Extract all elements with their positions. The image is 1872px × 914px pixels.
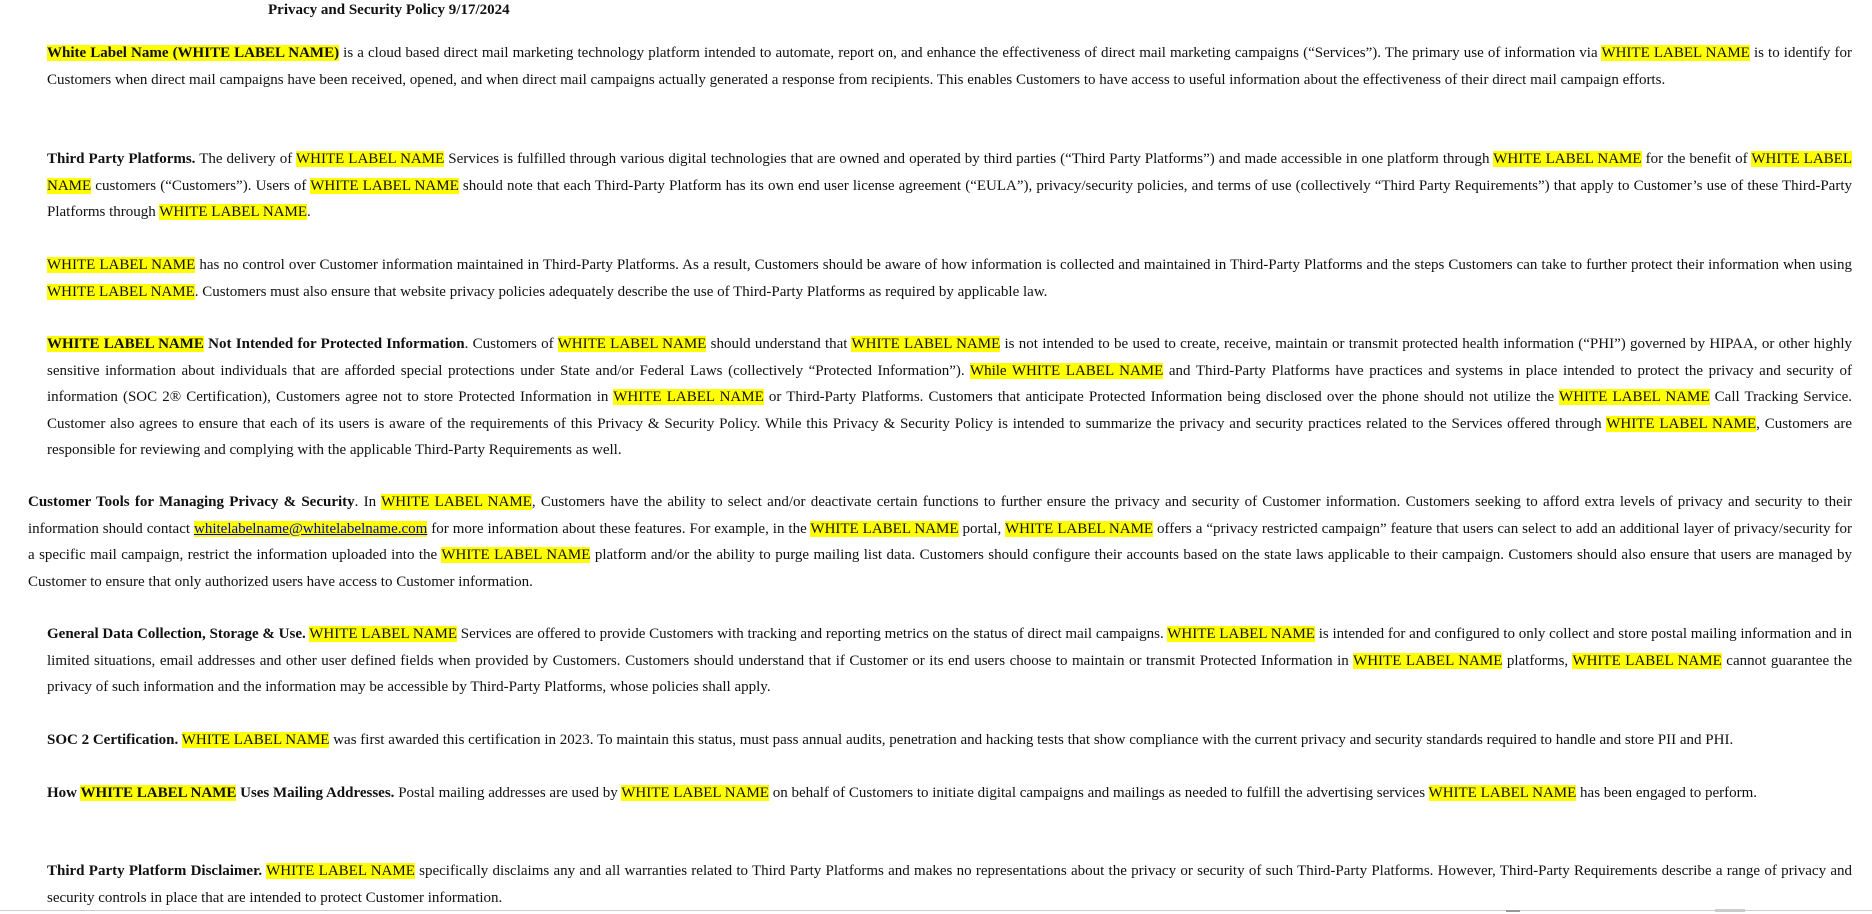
lead-heading: Customer Tools for Managing Privacy & Security bbox=[28, 494, 355, 510]
highlight: WHITE LABEL NAME bbox=[441, 547, 591, 563]
highlight: WHITE LABEL NAME bbox=[1559, 389, 1710, 405]
highlight: WHITE LABEL NAME bbox=[1493, 151, 1642, 167]
highlight: WHITE LABEL NAME bbox=[1428, 785, 1577, 801]
lead-heading-highlight: WHITE LABEL NAME bbox=[47, 336, 204, 352]
highlight: WHITE LABEL NAME bbox=[47, 283, 195, 300]
page-bottom-rule bbox=[0, 910, 1872, 911]
paragraph-intro bbox=[47, 40, 1852, 93]
highlight: WHITE LABEL NAME bbox=[1004, 520, 1154, 537]
highlight: WHITE LABEL NAME bbox=[47, 257, 196, 273]
text: platforms, bbox=[1502, 652, 1573, 669]
text: customers (“Customers”). Users of bbox=[91, 177, 311, 194]
text: is not intended to be used to create, receive, maintain or transmit protected health information (“PHI”) governed by HIPAA, or other highly sensitive information about individuals that are afforded special protections under State and/or Federal Laws (collectively “Protected Information”). bbox=[47, 336, 1852, 379]
text: , Customers are responsible for reviewing and complying with the applicable Third-Party Requirements as well. bbox=[47, 415, 1853, 458]
text: for the benefit of bbox=[1641, 151, 1752, 167]
highlight: WHITE LABEL NAME bbox=[309, 626, 457, 642]
text: on behalf of Customers to initiate digital campaigns and mailings as needed to fulfill the advertising services bbox=[768, 785, 1429, 801]
text: specifically disclaims any and all warranties related to Third Party Platforms and makes no representations about the privacy or security of such Third-Party Platforms. However, Third-Party Requirements describe a range of privacy and security controls in place that are intended to protect Customer information. bbox=[47, 863, 1852, 906]
lead-heading: Third Party Platform Disclaimer. bbox=[47, 863, 263, 879]
lead-heading: General Data Collection, Storage & Use. bbox=[47, 626, 306, 642]
lead-heading-highlight: WHITE LABEL NAME bbox=[80, 785, 237, 801]
text: . bbox=[306, 204, 311, 220]
lead-heading: Uses Mailing Addresses. bbox=[236, 785, 395, 801]
text: , Customers have the ability to select and/or deactivate certain functions to further ensure the privacy and security of Customer information. Customers seeking to afford extra levels of privacy and security to their information should contact bbox=[28, 494, 1852, 537]
highlight: WHITE LABEL NAME bbox=[1601, 45, 1750, 61]
paragraph-data-collection bbox=[47, 621, 1852, 701]
paragraph-disclaimer bbox=[47, 858, 1852, 911]
highlight: WHITE LABEL NAME bbox=[810, 520, 959, 537]
highlight: WHITE LABEL NAME bbox=[47, 151, 1853, 194]
text: Postal mailing addresses are used by bbox=[394, 785, 622, 801]
highlight: WHITE LABEL NAME bbox=[1606, 415, 1757, 432]
highlight: WHITE LABEL NAME bbox=[1572, 652, 1722, 669]
text: Services are offered to provide Customers with tracking and reporting metrics on the status of direct mail campaigns. bbox=[457, 626, 1168, 642]
text: should note that each Third-Party Platform has its own end user license agreement (“EULA”), privacy/security policies, and terms of use (collectively “Third Party Requirements”) that apply to Customer’s use of these Third-Party Platforms through bbox=[47, 177, 1852, 220]
highlight: WHITE LABEL NAME bbox=[613, 389, 764, 405]
highlight: WHITE LABEL NAME bbox=[851, 336, 1001, 352]
highlight: While WHITE LABEL NAME bbox=[969, 362, 1164, 379]
text: . Customers of bbox=[464, 336, 558, 352]
text: was first awarded this certification in 2023. To maintain this status, must pass annual audits, penetration and hacking tests that show compliance with the current privacy and security standards required to handle and store PII and PHI. bbox=[329, 732, 1734, 748]
highlight: WHITE LABEL NAME bbox=[181, 732, 330, 748]
scroll-marker bbox=[1506, 910, 1520, 912]
text: cannot guarantee the privacy of such information and the information may be accessible by Third-Party Platforms, whose policies shall apply. bbox=[47, 652, 1852, 695]
paragraph-no-control bbox=[47, 252, 1852, 305]
text: should understand that bbox=[706, 336, 852, 352]
highlight: WHITE LABEL NAME bbox=[266, 863, 415, 879]
text: is a cloud based direct mail marketing technology platform intended to automate, report on, and enhance the effectiveness of direct mail marketing campaigns (“Services”). The primary use of information via bbox=[339, 45, 1602, 61]
lead-heading: Third Party Platforms. bbox=[47, 151, 196, 167]
highlight: WHITE LABEL NAME bbox=[310, 177, 459, 194]
highlight: WHITE LABEL NAME bbox=[159, 204, 307, 220]
highlight: WHITE LABEL NAME bbox=[381, 494, 532, 510]
highlight: WHITE LABEL NAME bbox=[557, 336, 707, 352]
text: has no control over Customer information maintained in Third-Party Platforms. As a result, Customers should be aware of how information is collected and maintained in Third-Party Platforms and the steps Customers can take to further protect their information when using bbox=[195, 257, 1852, 273]
highlight: WHITE LABEL NAME bbox=[621, 785, 769, 801]
text: Services is fulfilled through various digital technologies that are owned and operated by third parties (“Third Party Platforms”) and made accessible in one platform through bbox=[444, 151, 1494, 167]
paragraph-soc2 bbox=[47, 727, 1852, 754]
text: for more information about these features. For example, in the bbox=[427, 520, 811, 537]
paragraph-third-party-platforms bbox=[47, 146, 1852, 226]
text: . Customers must also ensure that website privacy policies adequately describe the use of Third-Party Platforms as required by applicable law. bbox=[194, 283, 1048, 300]
highlight: WHITE LABEL NAME bbox=[295, 151, 445, 167]
scroll-thumb[interactable] bbox=[1715, 909, 1745, 912]
text: . In bbox=[354, 494, 382, 510]
text: and Third-Party Platforms have practices and systems in place intended to protect the privacy and security of information (SOC 2® Certification), Customers agree not to store Protected Information in bbox=[47, 362, 1852, 405]
text: The delivery of bbox=[195, 151, 296, 167]
text: Call Tracking Service. Customer also agrees to ensure that each of its users is aware of the requirements of this Privacy & Security Policy. While this Privacy & Security Policy is intended to summarize the privacy and security practices related to the Services offered through bbox=[47, 389, 1852, 432]
lead-heading: How bbox=[47, 785, 81, 801]
lead-heading: SOC 2 Certification. bbox=[47, 732, 179, 748]
highlight: WHITE LABEL NAME bbox=[1353, 652, 1503, 669]
paragraph-mailing-addresses bbox=[47, 780, 1852, 807]
document-title: Privacy and Security Policy 9/17/2024 bbox=[268, 2, 510, 18]
text: is to identify for Customers when direct mail campaigns have been received, opened, and when direct mail campaigns actually generated a response from recipients. This enables Customers to have access to useful information about the effectiveness of their direct mail campaign efforts. bbox=[47, 45, 1853, 88]
text: is intended for and configured to only collect and store postal mailing information and in limited situations, email addresses and other user defined fields when provided by Customers. Customers should understand that if Customer or its end users choose to maintain or transmit Protected Information in bbox=[47, 626, 1853, 669]
lead-heading: White Label Name (WHITE LABEL NAME) bbox=[47, 45, 340, 61]
paragraph-customer-tools bbox=[28, 489, 1852, 595]
contact-email-link[interactable]: whitelabelname@whitelabelname.com bbox=[194, 520, 428, 537]
text: or Third-Party Platforms. Customers that anticipate Protected Information being disclosed over the phone should not utilize the bbox=[763, 389, 1560, 405]
text: offers a “privacy restricted campaign” feature that users can select to add an additional layer of privacy/security for a specific mail campaign, restrict the information uploaded into the bbox=[28, 520, 1852, 563]
lead-heading: Not Intended for Protected Information bbox=[203, 336, 465, 352]
text: platform and/or the ability to purge mailing list data. Customers should configure their accounts based on the state laws applicable to their campaign. Customers should also ensure that users are managed by Customer to ensure that only authorized users have access to Customer information. bbox=[28, 547, 1852, 590]
text: portal, bbox=[958, 520, 1005, 537]
highlight: WHITE LABEL NAME bbox=[1167, 626, 1315, 642]
text: has been engaged to perform. bbox=[1576, 785, 1758, 801]
paragraph-protected-information bbox=[47, 331, 1852, 464]
